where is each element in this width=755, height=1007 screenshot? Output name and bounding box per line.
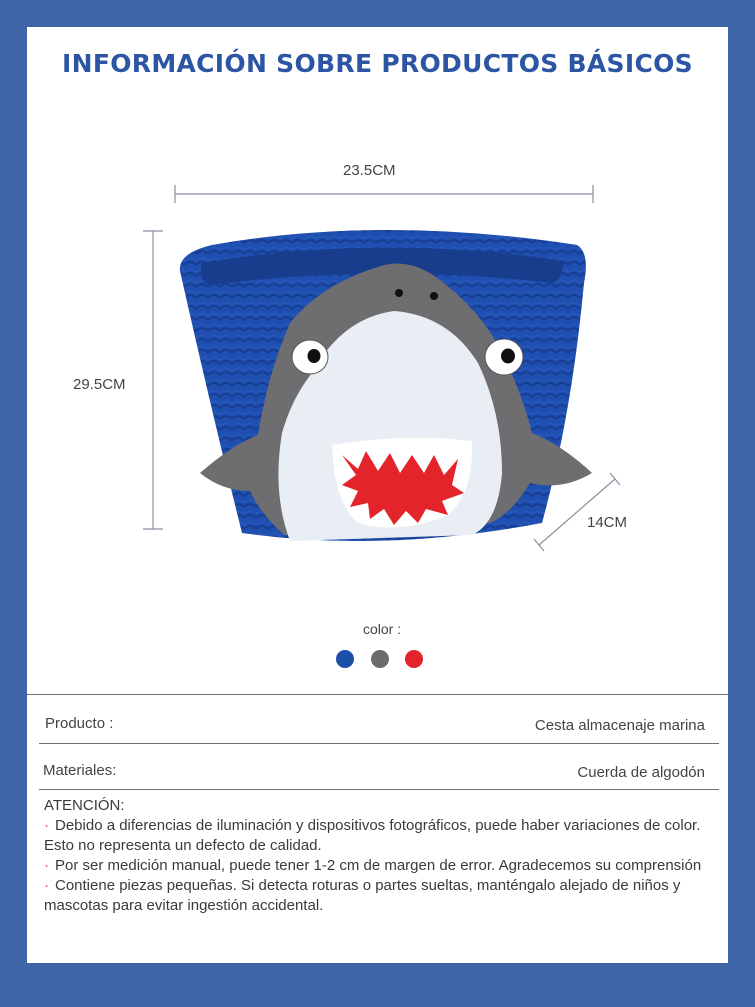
bullet-mark: ·: [44, 857, 49, 874]
divider: [27, 694, 728, 695]
shark-basket-image: [172, 223, 592, 563]
notice-item: [44, 816, 716, 856]
height-label: 29.5CM: [73, 376, 126, 393]
bullet-mark: ·: [44, 817, 49, 834]
width-label: 23.5CM: [343, 162, 396, 179]
notice-item-text: Por ser medición manual, puede tener 1-2 cm de margen de error. Agradecemos su comprensión: [55, 857, 702, 874]
material-value: Cuerda de algodón: [577, 764, 705, 781]
divider: [39, 743, 719, 744]
depth-label: 14CM: [587, 514, 628, 531]
color-label: color :: [362, 621, 402, 637]
notice-section: [44, 796, 716, 916]
material-label: Materiales:: [43, 762, 117, 779]
divider: [39, 789, 719, 790]
bullet-mark: ·: [44, 877, 49, 894]
page-title: INFORMACIÓN SOBRE PRODUCTOS BÁSICOS: [62, 49, 693, 78]
product-info-sheet: [27, 27, 728, 963]
notice-heading: ATENCIÓN:: [44, 797, 125, 814]
notice-item-text: Contiene piezas pequeñas. Si detecta roturas o partes sueltas, manténgalo alejado de niños y mascotas para evitar ingestión accidental.: [44, 877, 681, 914]
notice-item: [44, 876, 716, 916]
color-swatch-gray: [371, 650, 389, 668]
product-value: Cesta almacenaje marina: [534, 717, 705, 734]
product-label: Producto :: [45, 715, 114, 732]
notice-item: [44, 856, 716, 876]
notice-item-text: Debido a diferencias de iluminación y dispositivos fotográficos, puede haber variaciones de color. Esto no representa un defecto de calidad.: [44, 817, 701, 854]
color-swatch-red: [405, 650, 423, 668]
color-swatch-blue: [336, 650, 354, 668]
